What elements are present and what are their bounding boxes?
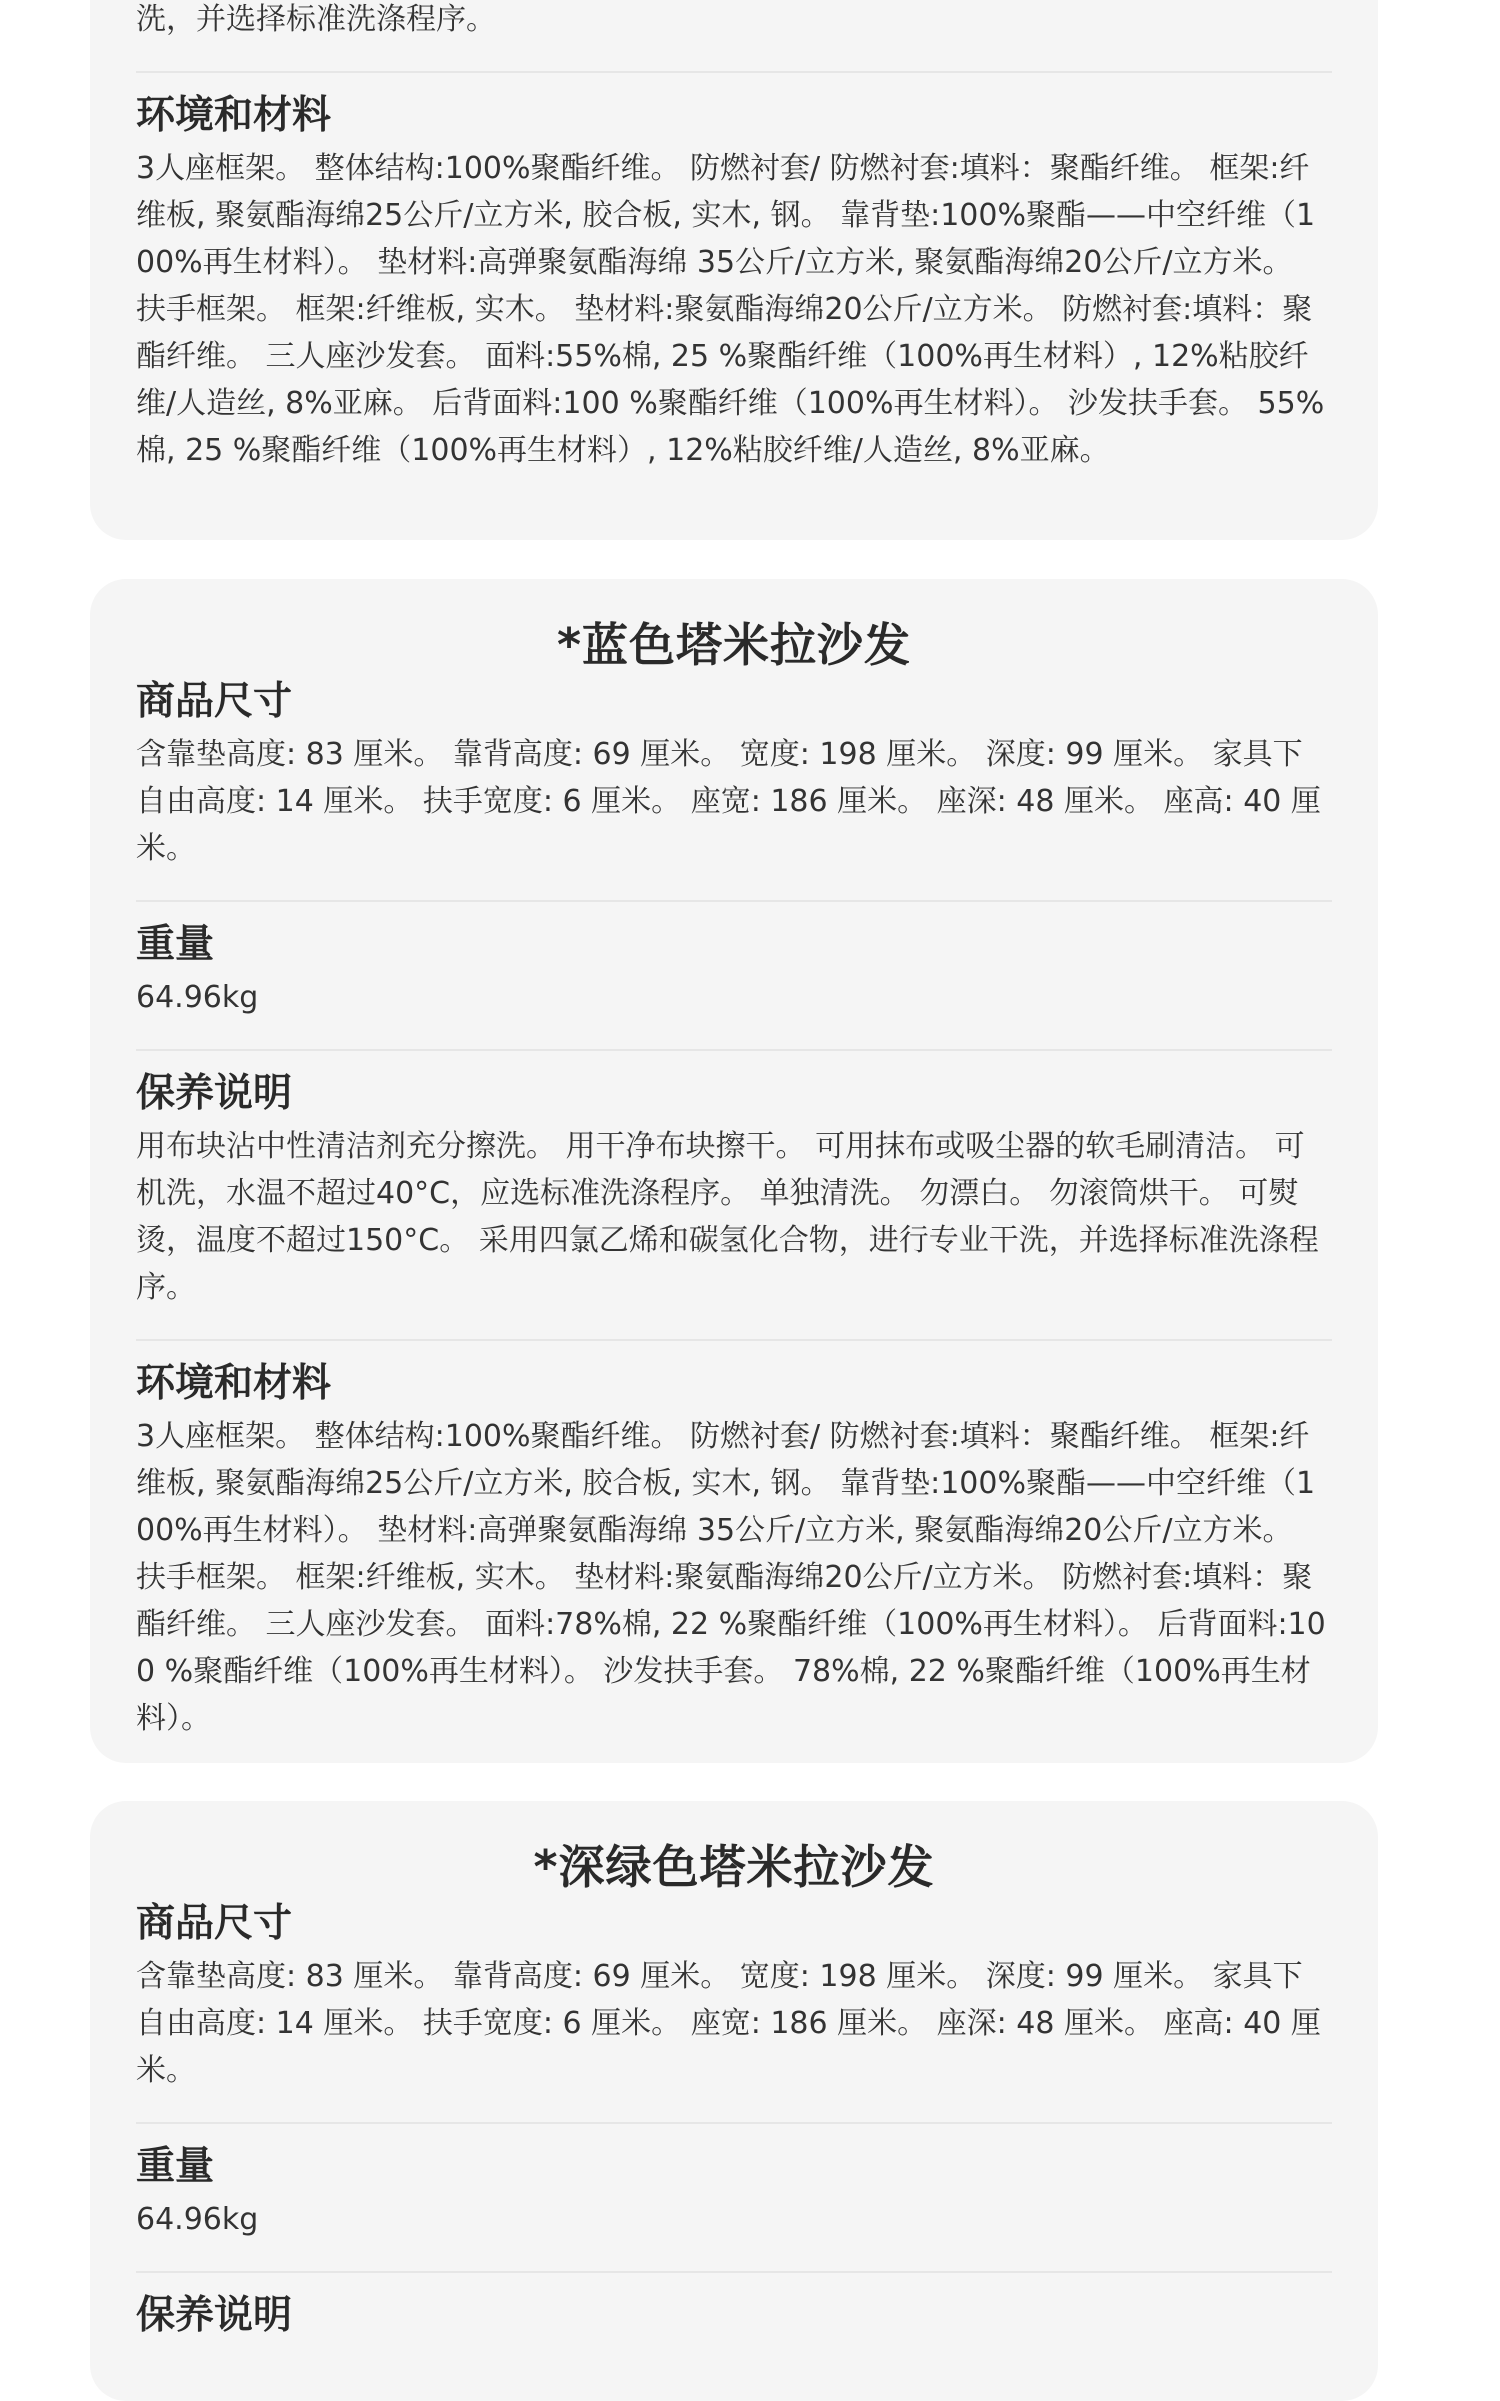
weight-section — [136, 902, 1332, 1051]
materials-text: 3人座框架。 整体结构:100%聚酯纤维。 防燃衬套/ 防燃衬套:填料：聚酯纤维。 框架:纤维板, 聚氨酯海绵25公斤/立方米, 胶合板, 实木, 钢。 靠背垫:100%聚酯——中空纤维（100%再生材料）。 垫材料:高弹聚氨酯海绵 35公斤/立方米, 聚氨酯海绵20公斤/立方米。 扶手框架。 框架:纤维板, 实木。 垫材料:聚氨酯海绵20公斤/立方米。 防燃衬套:填料：聚酯纤维。 三人座沙发套。 面料:78%棉, 22 %聚酯纤维（100%再生材料）。 后背面料:100 %聚酯纤维（100%再生材料）。 沙发扶手套。 78%棉, 22 %聚酯纤维（100%再生材料）。 — [136, 1419, 1326, 1736]
materials-text: 3人座框架。 整体结构:100%聚酯纤维。 防燃衬套/ 防燃衬套:填料：聚酯纤维。 框架:纤维板, 聚氨酯海绵25公斤/立方米, 胶合板, 实木, 钢。 靠背垫:100%聚酯——中空纤维（100%再生材料）。 垫材料:高弹聚氨酯海绵 35公斤/立方米, 聚氨酯海绵20公斤/立方米。 扶手框架。 框架:纤维板, 实木。 垫材料:聚氨酯海绵20公斤/立方米。 防燃衬套:填料：聚酯纤维。 三人座沙发套。 面料:55%棉, 25 %聚酯纤维（100%再生材料）, 12%粘胶纤维/人造丝, 8%亚麻。 后背面料:100 %聚酯纤维（100%再生材料）。 沙发扶手套。 55%棉, 25 %聚酯纤维（100%再生材料）, 12%粘胶纤维/人造丝, 8%亚麻。 — [136, 151, 1325, 468]
weight-text: 64.96kg — [136, 980, 259, 1015]
weight-title: 重量 — [136, 2144, 215, 2189]
weight-section — [136, 2124, 1332, 2273]
care-title: 保养说明 — [136, 1071, 293, 1116]
dimensions-text: 含靠垫高度: 83 厘米。 靠背高度: 69 厘米。 宽度: 198 厘米。 深度: 99 厘米。 家具下自由高度: 14 厘米。 扶手宽度: 6 厘米。 座宽: 186 厘米。 座深: 48 厘米。 座高: 40 厘米。 — [136, 737, 1321, 866]
materials-section — [136, 1341, 1332, 1770]
weight-text: 64.96kg — [136, 2202, 259, 2237]
product-card-dark-green — [90, 1801, 1378, 2401]
materials-section — [136, 73, 1332, 502]
care-text-tail: 洗，并选择标准洗涤程序。 — [136, 0, 1332, 73]
card-title: *蓝色塔米拉沙发 — [556, 618, 912, 672]
materials-title: 环境和材料 — [136, 1361, 332, 1406]
materials-title: 环境和材料 — [136, 93, 332, 138]
care-section — [136, 2273, 1332, 2373]
product-card-blue — [90, 579, 1378, 1763]
care-section — [136, 1051, 1332, 1341]
dimensions-title: 商品尺寸 — [136, 679, 293, 724]
care-text: 用布块沾中性清洁剂充分擦洗。 用干净布块擦干。 可用抹布或吸尘器的软毛刷清洁。 可机洗，水温不超过40°C，应选标准洗涤程序。 单独清洗。 勿漂白。 勿滚筒烘干。 可熨烫，温度不超过150°C。 采用四氯乙烯和碳氢化合物，进行专业干洗，并选择标准洗涤程序。 — [136, 1129, 1319, 1305]
product-card-previous — [90, 0, 1378, 540]
care-title: 保养说明 — [136, 2293, 293, 2338]
dimensions-section — [136, 1897, 1332, 2124]
dimensions-section — [136, 675, 1332, 902]
card-title: *深绿色塔米拉沙发 — [533, 1840, 935, 1894]
dimensions-title: 商品尺寸 — [136, 1901, 293, 1946]
weight-title: 重量 — [136, 922, 215, 967]
dimensions-text: 含靠垫高度: 83 厘米。 靠背高度: 69 厘米。 宽度: 198 厘米。 深度: 99 厘米。 家具下自由高度: 14 厘米。 扶手宽度: 6 厘米。 座宽: 186 厘米。 座深: 48 厘米。 座高: 40 厘米。 — [136, 1959, 1321, 2088]
